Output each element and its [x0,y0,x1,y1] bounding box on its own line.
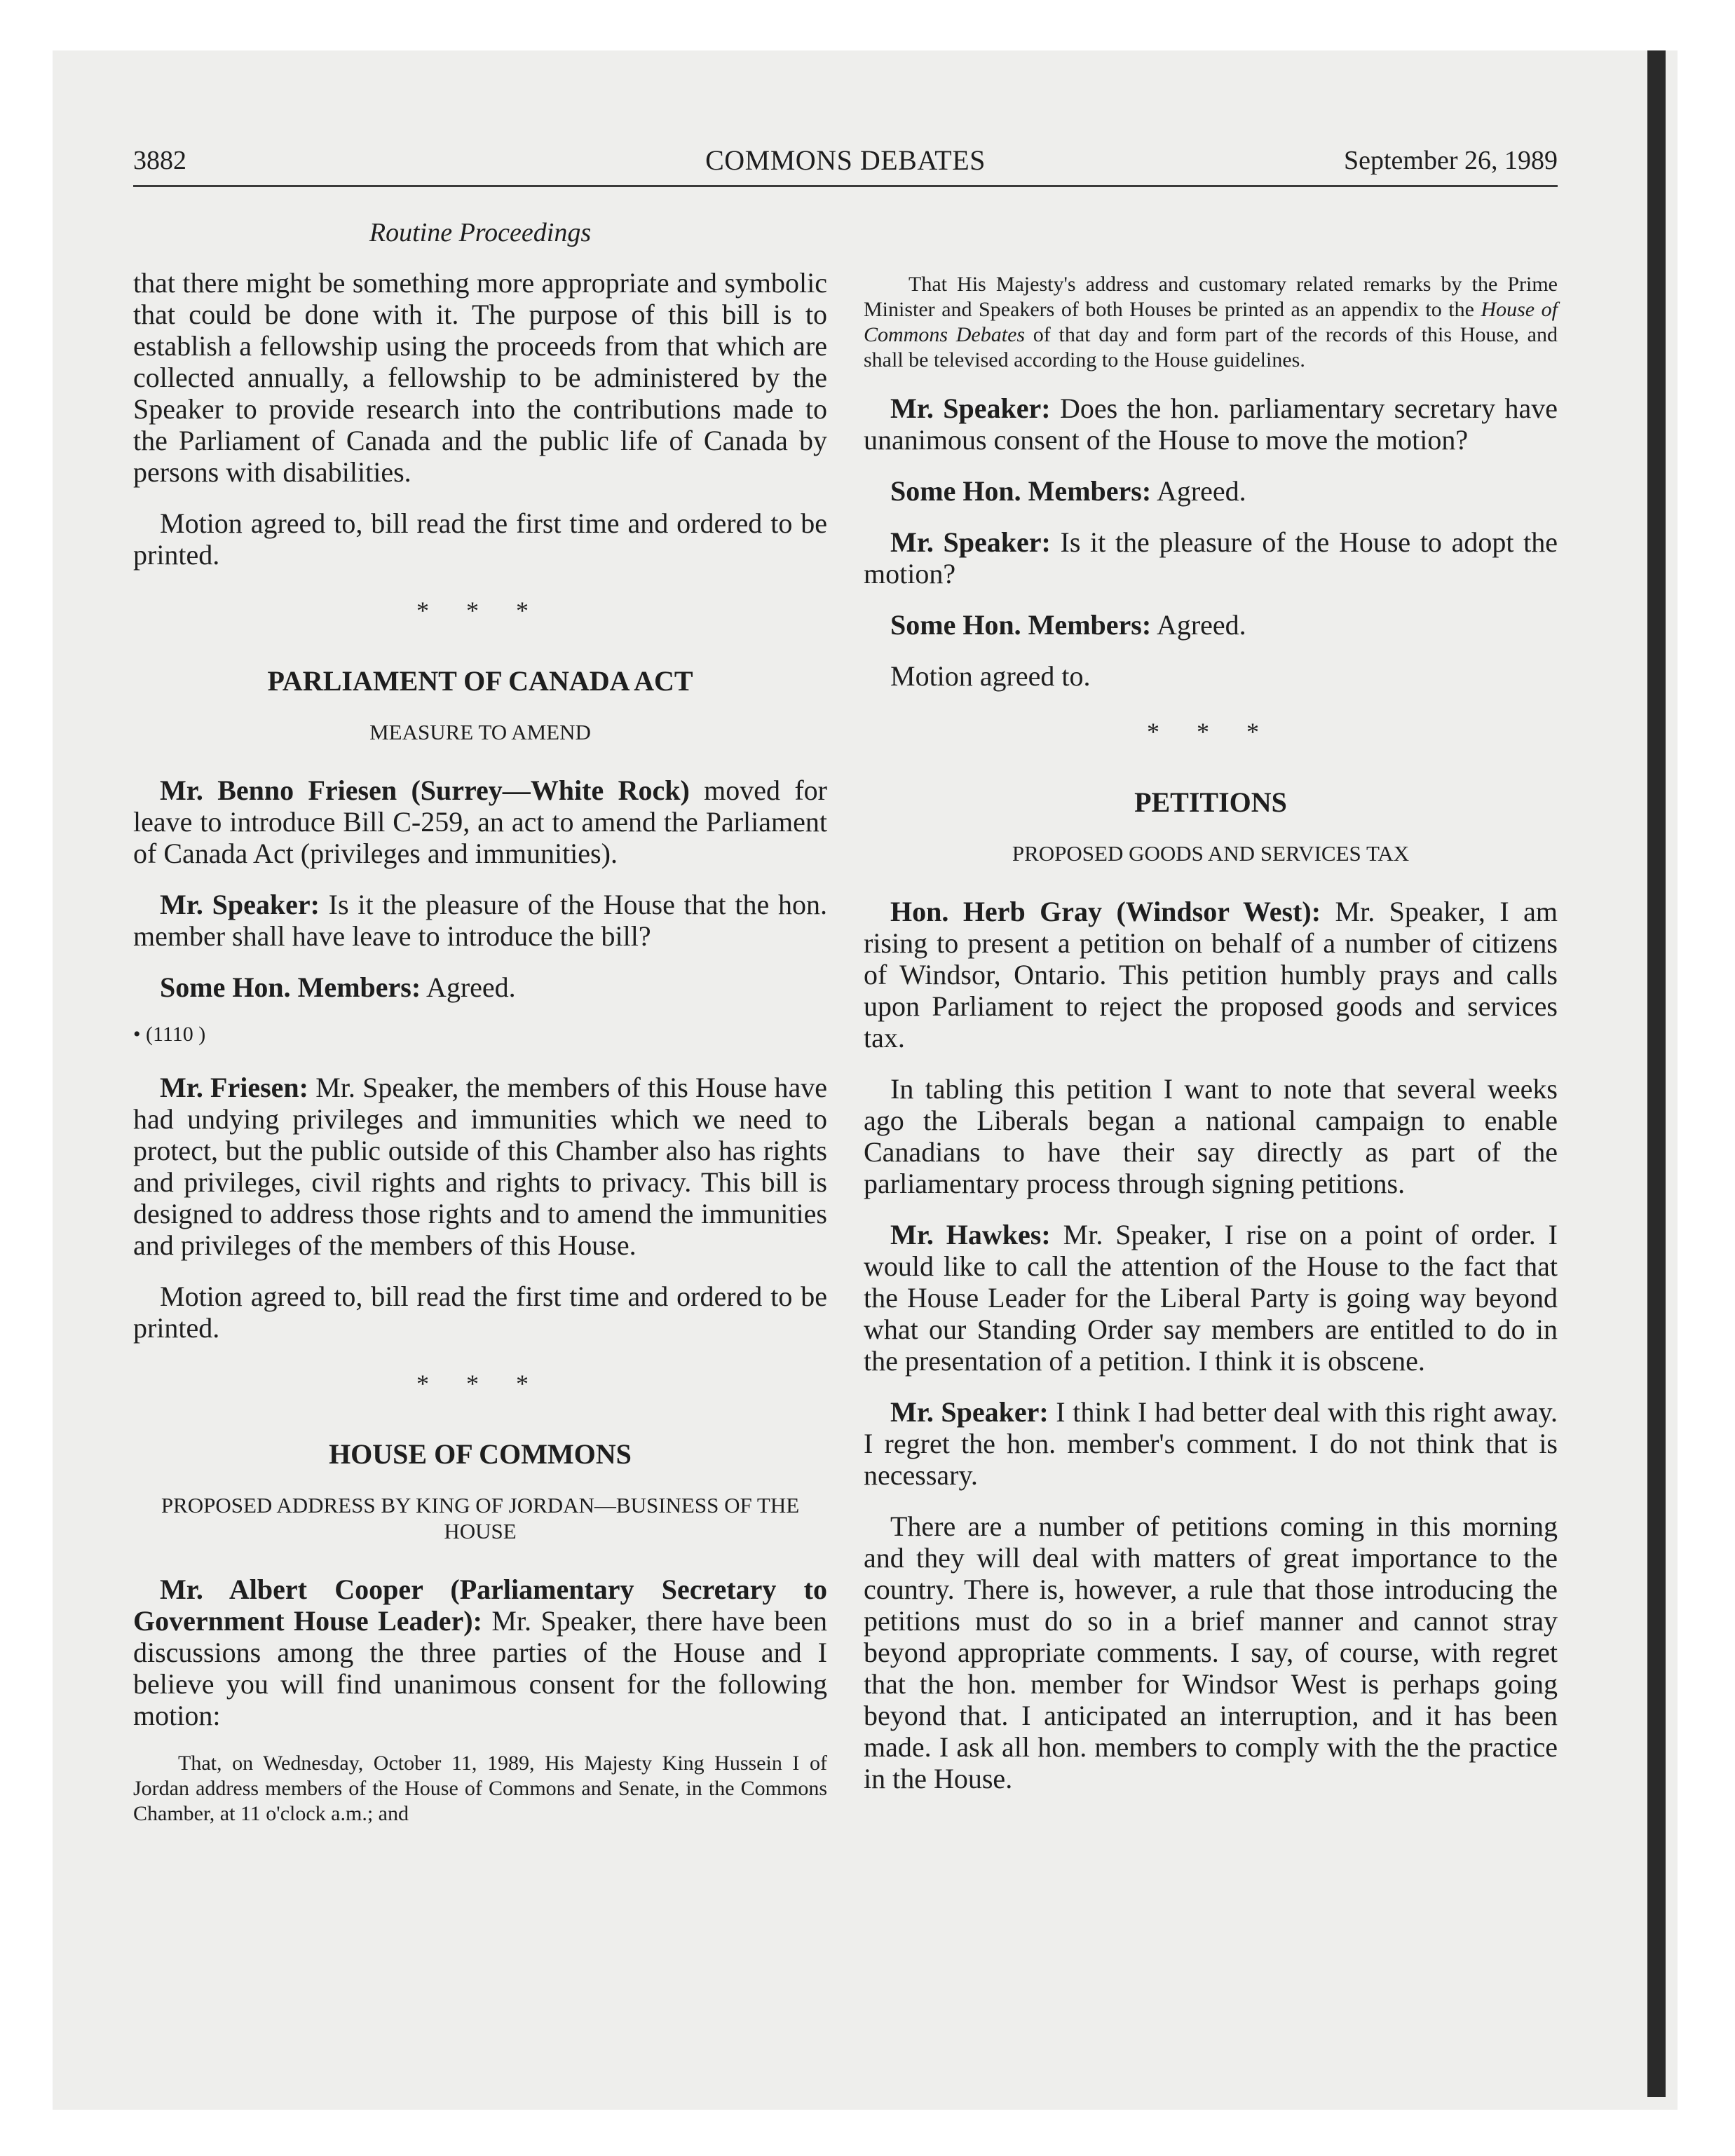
motion-text-part: of that day and form part of the records of this House, and shall be televised according to the House guidelines. [864,323,1558,371]
speech-text: Mr. Speaker, the members of this House have had undying privileges and immunities which we need to protect, but the public outside of this Chamber also has rights and privileges, civil rights and rights to privacy. This bill is designed to address those rights and to amend the immunities and privileges of the members of this House. [133,1072,827,1261]
header-date: September 26, 1989 [1343,146,1558,175]
speech-paragraph [864,896,1558,1053]
speech-text: moved for leave to introduce Bill C-259, an act to amend the Parliament of Canada Act (privileges and immunities). [133,775,827,869]
speech-text: Mr. Speaker, I am rising to present a petition on behalf of a number of citizens of Windsor, Ontario. This petition humbly prays and calls upon Parliament to reject the proposed goods and services tax. [864,896,1558,1053]
running-header [133,140,1558,187]
paragraph: that there might be something more appropriate and symbolic that could be done with it. The purpose of this bill is to establish a fellowship using the proceeds from that which are collected annually, a fellowship to be administered by the Speaker to provide research into the contributions made to the Parliament of Canada and the public life of Canada by persons with disabilities. [133,267,827,488]
speech-text: I think I had better deal with this right away. I regret the hon. member's comment. I do not think that is necessary. [864,1396,1558,1491]
section-heading: PARLIAMENT OF CANADA ACT [267,665,693,697]
speech-text: Agreed. [421,971,516,1003]
speech-paragraph [864,393,1558,456]
speech-paragraph [133,1072,827,1261]
speaker-name: Mr. Albert Cooper (Parliamentary Secretary to Government House Leader): [133,1574,827,1637]
speech-text: Is it the pleasure of the House that the hon. member shall have leave to introduce the bill? [133,889,828,952]
speech-paragraph [133,775,827,869]
scan-edge-bar [1647,50,1666,2097]
right-column [864,272,1558,1814]
publication-title: COMMONS DEBATES [705,144,986,176]
speaker-name: Mr. Speaker: [890,393,1051,424]
section-heading: PETITIONS [1134,786,1287,818]
speech-text: Agreed. [1151,609,1246,641]
motion-text [864,272,1558,373]
section-heading: HOUSE OF COMMONS [329,1438,632,1470]
speech-paragraph [864,475,1558,507]
paragraph: Motion agreed to. [890,660,1091,692]
speech-text: Is it the pleasure of the House to adopt the motion? [864,526,1558,589]
time-marker: • (1110 ) [133,1023,206,1046]
speaker-name: Hon. Herb Gray (Windsor West): [890,896,1321,927]
speaker-name: Mr. Speaker: [160,889,320,920]
speech-paragraph [133,1574,827,1731]
speaker-name: Mr. Speaker: [890,526,1051,558]
speech-text: Agreed. [1151,475,1246,507]
speaker-name: Mr. Speaker: [890,1396,1049,1428]
speaker-name: Mr. Friesen: [160,1072,308,1103]
speech-paragraph [864,1396,1558,1491]
motion-text-part: That His Majesty's address and customary related remarks by the Prime Minister and Speakers of both Houses be printed as an appendix to the [864,273,1558,321]
section-subheading: PROPOSED ADDRESS BY KING OF JORDAN—BUSINESS OF THE HOUSE [161,1493,800,1543]
speech-paragraph [864,1219,1558,1377]
speaker-name: Some Hon. Members: [890,609,1152,641]
speech-paragraph [133,889,827,952]
speech-paragraph [864,526,1558,589]
paragraph: Motion agreed to, bill read the first time and ordered to be printed. [133,1281,827,1344]
paragraph: In tabling this petition I want to note that several weeks ago the Liberals began a national campaign to enable Canadians to have their say directly as part of the parliamentary process through signing petitions. [864,1073,1558,1199]
speaker-name: Some Hon. Members: [890,475,1152,507]
section-label: Routine Proceedings [369,218,592,247]
section-separator: * * * [416,596,544,625]
speaker-name: Mr. Hawkes: [890,1219,1051,1250]
speech-paragraph [133,971,827,1003]
publication-reference: House of Commons Debates [864,298,1558,346]
document-page [133,140,1558,2033]
section-separator: * * * [1147,718,1274,746]
page-number: 3882 [133,146,186,175]
section-subheading: PROPOSED GOODS AND SERVICES TAX [1012,841,1410,866]
speaker-name: Mr. Benno Friesen (Surrey—White Rock) [160,775,690,806]
speech-paragraph [864,609,1558,641]
paragraph: Motion agreed to, bill read the first time and ordered to be printed. [133,507,827,571]
section-separator: * * * [416,1370,544,1398]
section-subheading: MEASURE TO AMEND [369,720,591,744]
speaker-name: Some Hon. Members: [160,971,421,1003]
speech-text: Mr. Speaker, I rise on a point of order. I would like to call the attention of the House to the fact that the House Leader for the Liberal Party is going way beyond what our Standing Order say members are entitled to do in the presentation of a petition. I think it is obscene. [864,1219,1558,1377]
left-column [133,207,827,1846]
speech-text: Does the hon. parliamentary secretary have unanimous consent of the House to move the motion? [864,393,1558,456]
paragraph: There are a number of petitions coming in this morning and they will deal with matters of great importance to the country. There is, however, a rule that those introducing the petitions must do so in a brief manner and cannot stray beyond appropriate comments. I say, of course, with regret that the hon. member for Windsor West is perhaps going beyond that. I anticipated an interruption, and it has been made. I ask all hon. members to comply with the the practice in the House. [864,1510,1558,1794]
motion-text: That, on Wednesday, October 11, 1989, His Majesty King Hussein I of Jordan address members of the House of Commons and Senate, in the Commons Chamber, at 11 o'clock a.m.; and [133,1752,827,1825]
speech-text: Mr. Speaker, there have been discussions among the three parties of the House and I believe you will find unanimous consent for the following motion: [133,1605,827,1731]
